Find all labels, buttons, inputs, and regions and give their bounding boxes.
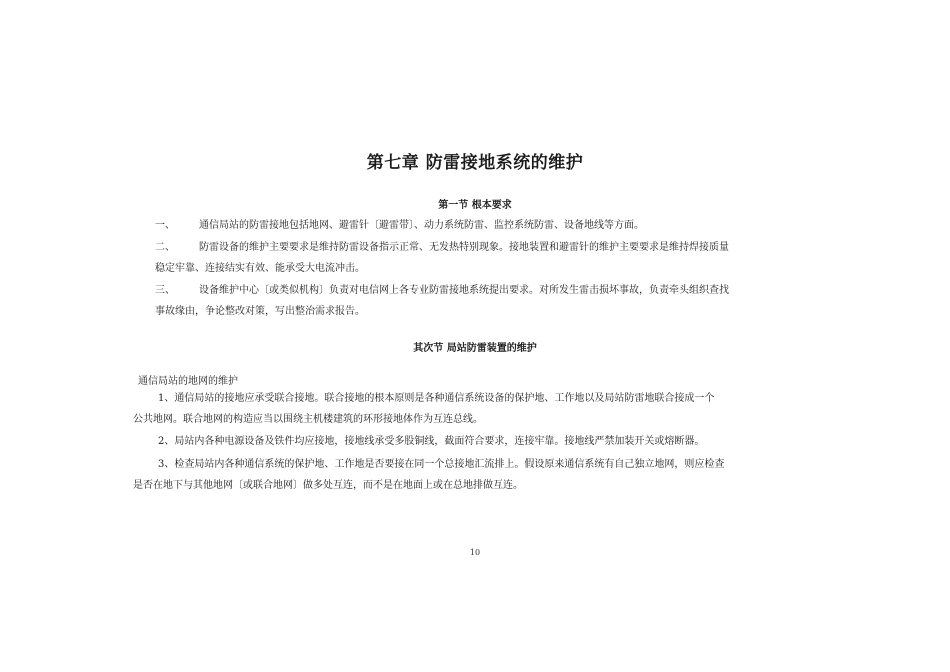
list-item-1: [155, 219, 644, 233]
list-item-2: [155, 241, 729, 255]
section-title-1: 第一节 根本要求: [438, 200, 512, 211]
section-title-2: 其次节 局站防雷装置的维护: [413, 343, 537, 354]
paragraph-2-line-1: 2、局站内各种电源设备及铁件均应接地，接地线承受多股铜线，截面符合要求，连接牢靠。接地线严禁加装开关或熔断器。: [158, 436, 705, 447]
paragraph-3-line-1: 3、检查局站内各种通信系统的保护地、工作地是否要接在同一个总接地汇流排上。假设原来通信系统有自己独立地网，则应检查: [158, 459, 725, 470]
page-number: 10: [469, 548, 481, 557]
list-item-number: 二、: [155, 242, 175, 253]
list-item-text: 设备维护中心〔或类似机构〕负责对电信网上各专业防雷接地系统提出要求。对所发生雷击损坏事故，负责牵头组织查找: [199, 285, 729, 296]
paragraph-1-line-1: 1、通信局站的接地应承受联合接地。联合接地的根本原则是各种通信系统设备的保护地、工作地以及局站防雷地联合接成一个: [158, 393, 715, 404]
list-item-text: 通信局站的防雷接地包括地网、避雷针〔避雷带〕、动力系统防雷、监控系统防雷、设备地线等方面。: [199, 220, 644, 231]
list-item-2-continued: 稳定牢靠、连接结实有效、能承受大电流冲击。: [155, 263, 365, 274]
paragraph-3-line-2: 是否在地下与其他地网〔或联合地网〕做多处互连，而不是在地面上或在总地排做互连。: [133, 480, 523, 491]
list-item-number: 三、: [155, 285, 175, 296]
subheading: 通信局站的地网的维护: [138, 376, 238, 387]
chapter-title: 第七章 防雷接地系统的维护: [366, 153, 584, 173]
list-item-3: [155, 284, 729, 298]
list-item-number: 一、: [155, 220, 175, 231]
list-item-3-continued: 事故缘由，争论整改对策，写出整治需求报告。: [155, 306, 365, 317]
list-item-text: 防雷设备的维护主要要求是维持防雷设备指示正常、无发热特别现象。接地装置和避雷针的维护主要要求是维持焊接质量: [199, 242, 729, 253]
paragraph-1-line-2: 公共地网。联合地网的构造应当以围绕主机楼建筑的环形接地体作为互连总线。: [133, 414, 483, 425]
